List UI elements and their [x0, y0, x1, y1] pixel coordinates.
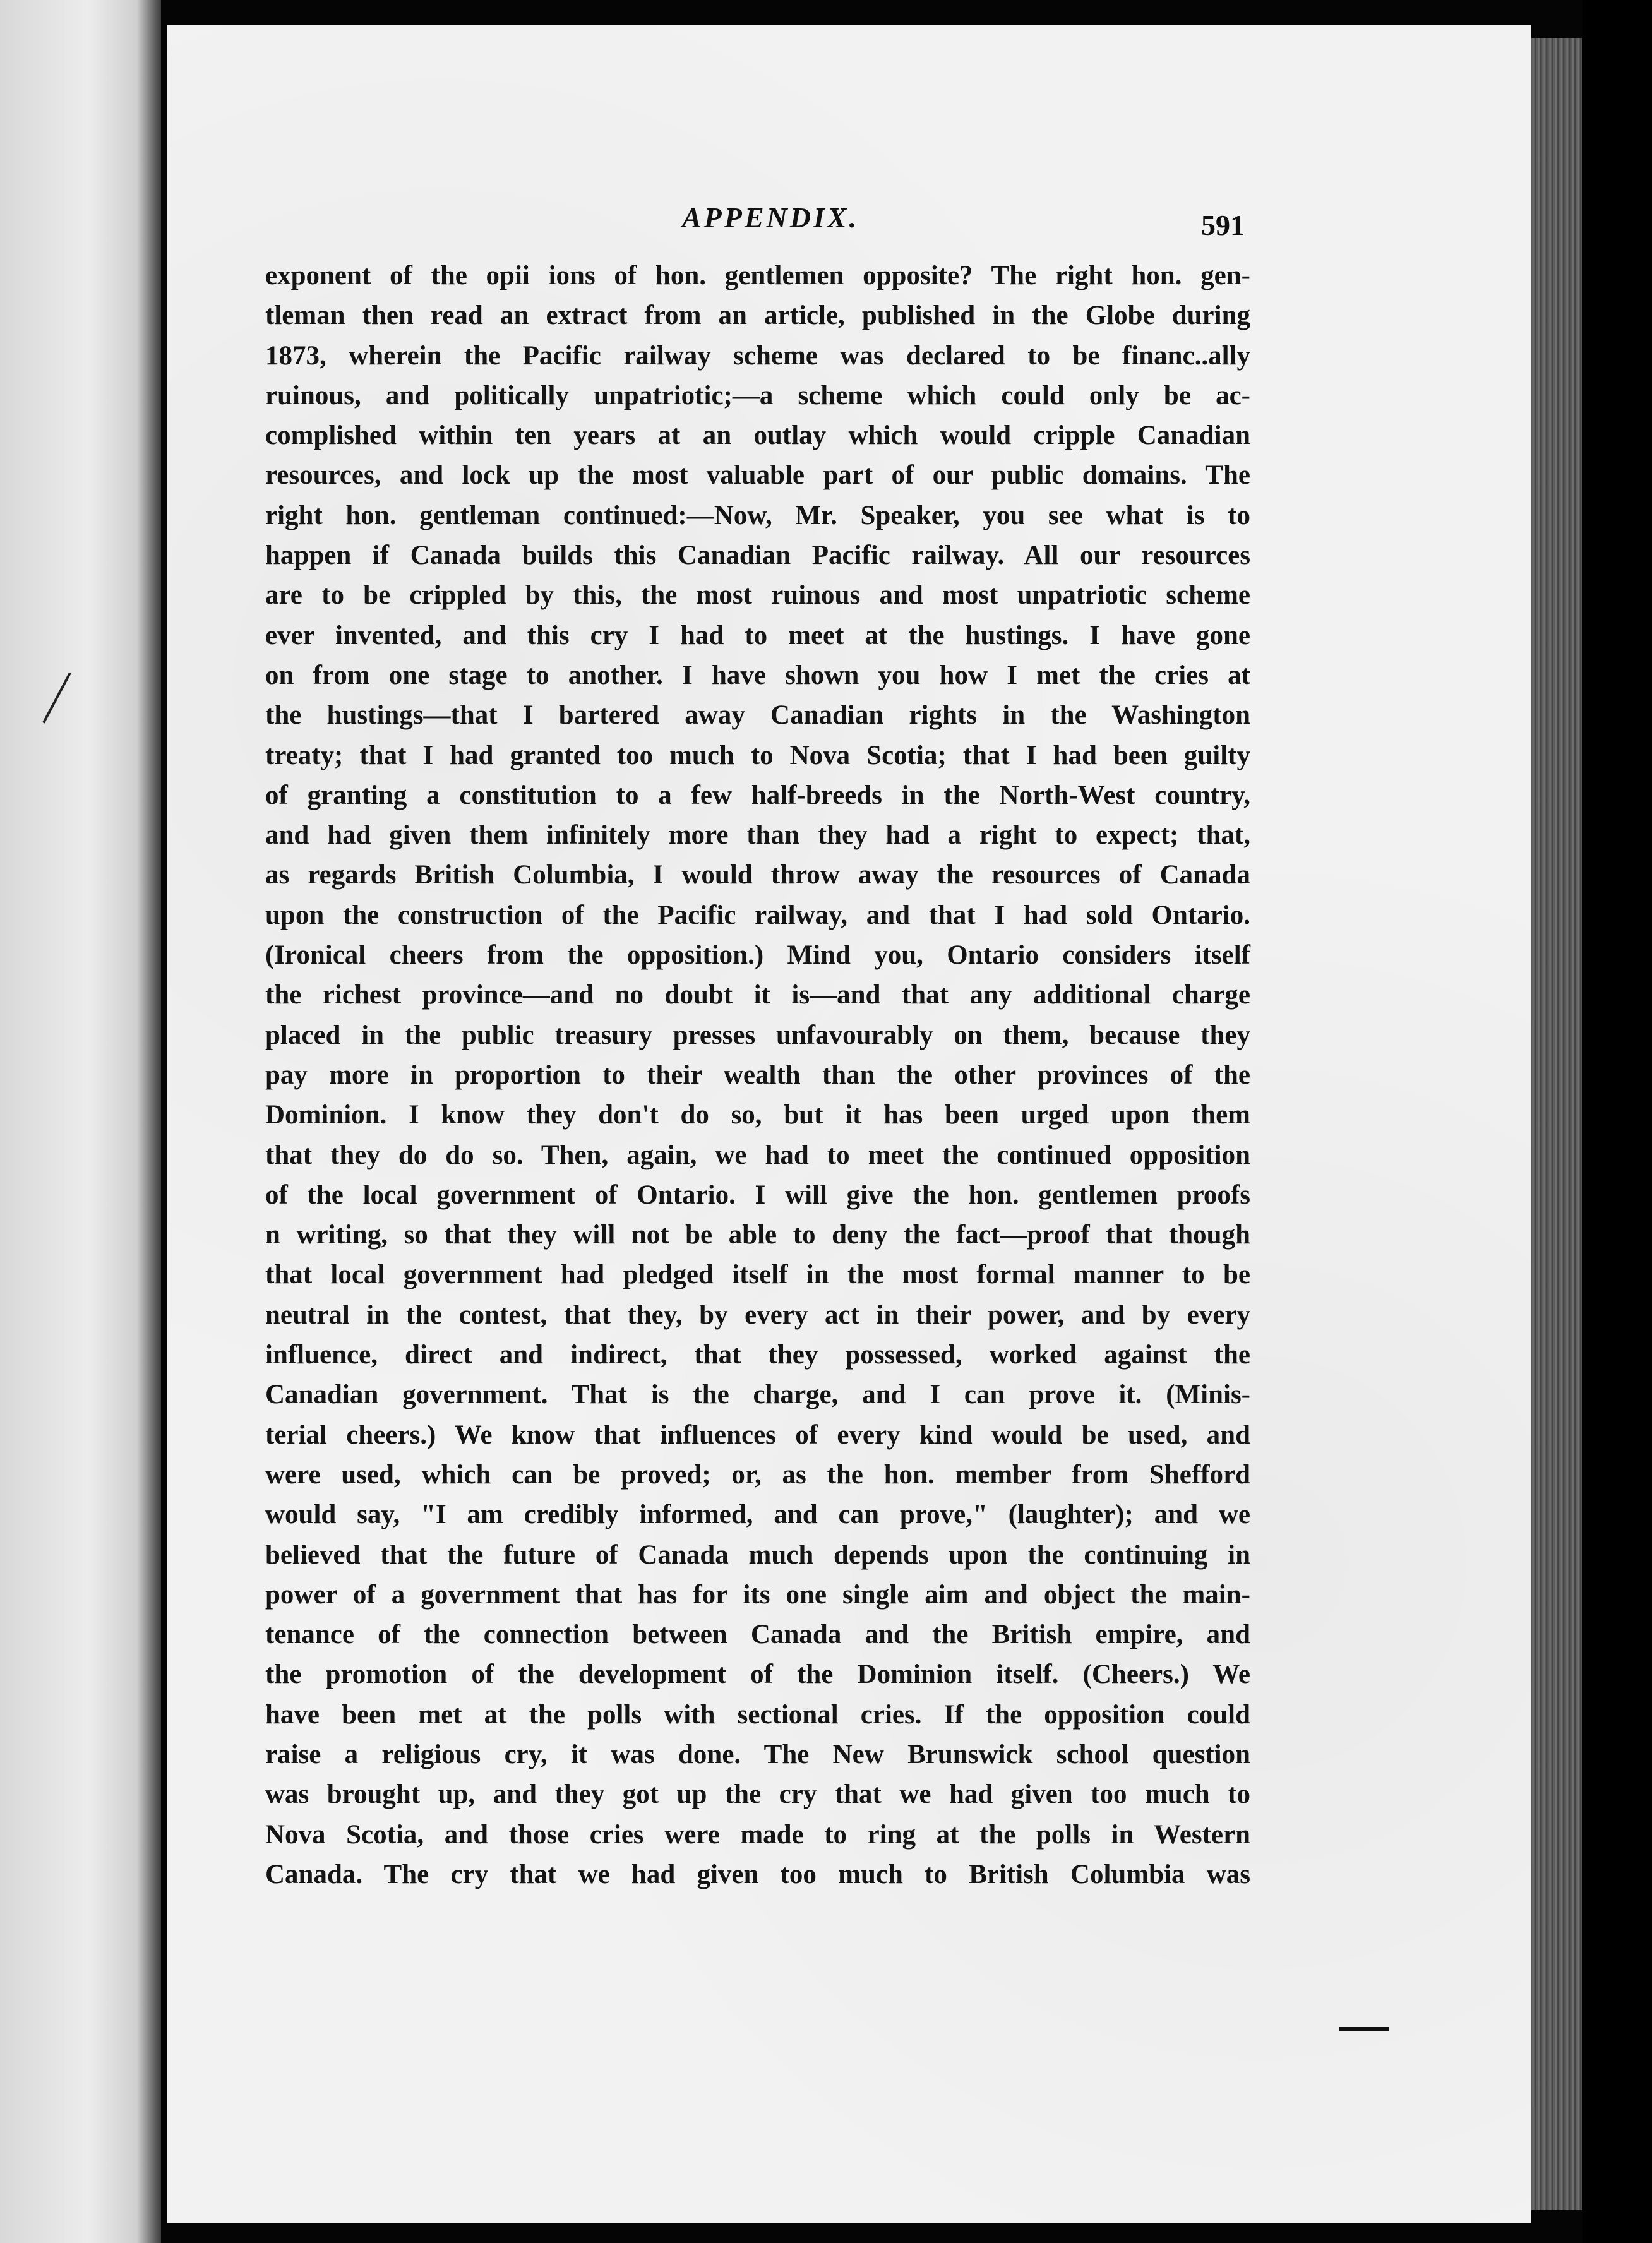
- text-line: (Ironical cheers from the opposition.) Mind you, Ontario considers itself: [265, 940, 1250, 971]
- text-line: that they do do so. Then, again, we had to meet the continued opposition: [265, 1140, 1250, 1170]
- text-line: exponent of the opii ions of hon. gentlemen opposite? The right hon. gen-: [265, 261, 1250, 290]
- text-line: placed in the public treasury presses unfavourably on them, because they: [265, 1020, 1250, 1050]
- text-line: Dominion. I know they don't do so, but it has been urged upon them: [265, 1100, 1250, 1130]
- facing-page-edge: [0, 0, 161, 2243]
- text-line: Canadian government. That is the charge, and I can prove it. (Minis-: [265, 1380, 1250, 1410]
- text-line: terial cheers.) We know that influences of every kind would be used, and: [265, 1420, 1250, 1450]
- page-stack-shadow: [1582, 0, 1652, 2243]
- text-line: pay more in proportion to their wealth than the other provinces of the: [265, 1060, 1250, 1090]
- text-line: influence, direct and indirect, that they possessed, worked against the: [265, 1340, 1250, 1370]
- text-line: right hon. gentleman continued:—Now, Mr. Speaker, you see what is to: [265, 500, 1250, 530]
- text-line: the richest province—and no doubt it is—and that any additional charge: [265, 980, 1250, 1010]
- margin-mark: [1339, 2027, 1389, 2031]
- text-line: Nova Scotia, and those cries were made to ring at the polls in Western: [265, 1819, 1250, 1850]
- text-line: tleman then read an extract from an article, published in the Globe during: [265, 301, 1250, 331]
- text-line: as regards British Columbia, I would throw away the resources of Canada: [265, 860, 1250, 890]
- text-line: that local government had pledged itself in the most formal manner to be: [265, 1260, 1250, 1290]
- text-line: treaty; that I had granted too much to Nova Scotia; that I had been guilty: [265, 740, 1250, 770]
- text-line: Canada. The cry that we had given too much to British Columbia was: [265, 1859, 1250, 1889]
- text-line: tenance of the connection between Canada and the British empire, and: [265, 1620, 1250, 1650]
- text-line: have been met at the polls with sectional cries. If the opposition could: [265, 1699, 1250, 1730]
- text-line: and had given them infinitely more than they had a right to expect; that,: [265, 820, 1250, 851]
- text-line: n writing, so that they will not be able to deny the fact—proof that though: [265, 1220, 1250, 1250]
- text-line: the promotion of the development of the Dominion itself. (Cheers.) We: [265, 1660, 1250, 1690]
- text-line: power of a government that has for its one single aim and object the main-: [265, 1579, 1250, 1610]
- text-line: the hustings—that I bartered away Canadian rights in the Washington: [265, 700, 1250, 731]
- text-line: of the local government of Ontario. I will give the hon. gentlemen proofs: [265, 1180, 1250, 1210]
- text-line: ruinous, and politically unpatriotic;—a scheme which could only be ac-: [265, 380, 1250, 410]
- page-number: 591: [1201, 209, 1245, 241]
- text-line: happen if Canada builds this Canadian Pacific railway. All our resources: [265, 541, 1250, 571]
- text-line: were used, which can be proved; or, as the hon. member from Shefford: [265, 1459, 1250, 1490]
- text-line: believed that the future of Canada much depends upon the continuing in: [265, 1540, 1250, 1570]
- text-line: ever invented, and this cry I had to meet at the hustings. I have gone: [265, 620, 1250, 650]
- text-line: are to be crippled by this, the most ruinous and most unpatriotic scheme: [265, 580, 1250, 611]
- text-line: on from one stage to another. I have shown you how I met the cries at: [265, 660, 1250, 690]
- text-line: 1873, wherein the Pacific railway scheme was declared to be financ..ally: [265, 340, 1250, 371]
- text-line: neutral in the contest, that they, by every act in their power, and by every: [265, 1300, 1250, 1330]
- text-line: complished within ten years at an outlay which would cripple Canadian: [265, 421, 1250, 451]
- facing-page-mark: [42, 672, 71, 723]
- text-line: resources, and lock up the most valuable part of our public domains. The: [265, 460, 1250, 491]
- text-line: was brought up, and they got up the cry that we had given too much to: [265, 1779, 1250, 1810]
- text-line: would say, "I am credibly informed, and can prove," (laughter); and we: [265, 1500, 1250, 1530]
- body-text: [265, 256, 1250, 1894]
- text-line: of granting a constitution to a few half-breeds in the North-West country,: [265, 780, 1250, 810]
- running-head: APPENDIX.: [682, 201, 859, 234]
- text-line: raise a religious cry, it was done. The New Brunswick school question: [265, 1739, 1250, 1769]
- page-stack-edge: [1531, 38, 1582, 2210]
- text-line: upon the construction of the Pacific railway, and that I had sold Ontario.: [265, 900, 1250, 930]
